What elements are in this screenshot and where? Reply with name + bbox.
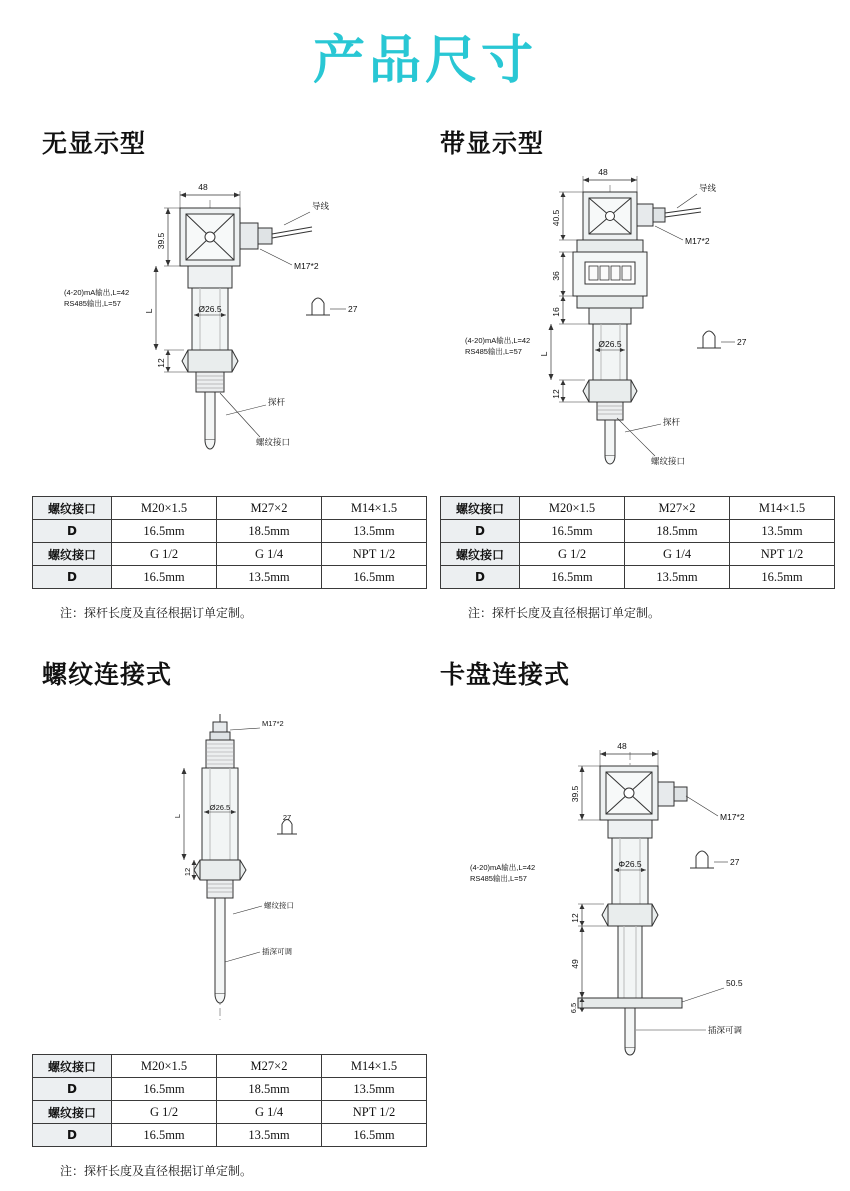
output-note-line2: RS485输出,L=57 xyxy=(470,874,527,883)
dim-39-5-label: 39.5 xyxy=(570,785,580,803)
cell: G 1/4 xyxy=(625,543,730,566)
flange-dia-label: 50.5 xyxy=(726,978,743,988)
cell: 13.5mm xyxy=(625,566,730,589)
table-row xyxy=(33,1124,427,1147)
cell: 16.5mm xyxy=(322,566,427,589)
page-title: 产品尺寸 xyxy=(312,31,537,91)
cell: NPT 1/2 xyxy=(322,543,427,566)
dim-39-5-label: 39.5 xyxy=(156,232,166,250)
diameter-label: Ø26.5 xyxy=(209,803,231,812)
dim-36-label: 36 xyxy=(551,271,561,281)
connector-label: M17*2 xyxy=(294,261,319,271)
spec-table-with-display xyxy=(440,496,835,589)
table-note: 注：探杆长度及直径根据订单定制。 xyxy=(60,606,253,620)
dim-48-label: 48 xyxy=(198,182,208,192)
drawing-thread-connect xyxy=(110,700,410,1030)
cell: 16.5mm xyxy=(112,520,217,543)
lead-wire-label: 导线 xyxy=(312,201,330,211)
cell: M14×1.5 xyxy=(322,1055,427,1078)
cell: G 1/4 xyxy=(217,543,322,566)
output-note-line2: RS485输出,L=57 xyxy=(465,347,522,356)
dim-L-label: L xyxy=(173,813,182,819)
cell: G 1/2 xyxy=(112,543,217,566)
row-header: D xyxy=(441,520,520,543)
spec-table-thread-connect xyxy=(32,1054,427,1147)
diameter-label: Ø26.5 xyxy=(198,304,222,314)
connector-label: M17*2 xyxy=(262,719,284,728)
dim-L-label: L xyxy=(144,308,154,314)
thread-port-label: 螺纹接口 xyxy=(256,437,291,447)
section-title-clamp-connect: 卡盘连接式 xyxy=(440,660,571,689)
hex-27-label: 27 xyxy=(348,304,358,314)
hex-27-label: 27 xyxy=(730,857,740,867)
section-title-thread-connect: 螺纹连接式 xyxy=(42,660,173,689)
hex-27-label: 27 xyxy=(737,337,747,347)
cell: 16.5mm xyxy=(730,566,835,589)
cell: 16.5mm xyxy=(520,520,625,543)
connector-label: M17*2 xyxy=(685,236,710,246)
depth-adjust-label: 插深可调 xyxy=(262,947,292,956)
dim-49-label: 49 xyxy=(570,959,580,969)
row-header: 螺纹接口 xyxy=(441,543,520,566)
cell: 13.5mm xyxy=(322,520,427,543)
cell: M20×1.5 xyxy=(112,1055,217,1078)
cell: G 1/2 xyxy=(520,543,625,566)
diameter-label: Ø26.5 xyxy=(598,339,622,349)
probe-label: 探杆 xyxy=(663,417,681,427)
cell: M14×1.5 xyxy=(730,497,835,520)
probe-label: 探杆 xyxy=(268,397,286,407)
cell: NPT 1/2 xyxy=(730,543,835,566)
dim-6-5-label: 6.5 xyxy=(569,1002,578,1014)
row-header: D xyxy=(33,566,112,589)
section-title-with-display: 带显示型 xyxy=(440,129,545,158)
table-note: 注：探杆长度及直径根据订单定制。 xyxy=(468,606,661,620)
cell: 18.5mm xyxy=(625,520,730,543)
connector-label: M17*2 xyxy=(720,812,745,822)
section-title-no-display: 无显示型 xyxy=(42,129,147,158)
dim-12-label: 12 xyxy=(156,358,166,368)
diameter-label: Φ26.5 xyxy=(618,859,642,869)
cell: 18.5mm xyxy=(217,1078,322,1101)
cell: 16.5mm xyxy=(520,566,625,589)
row-header: 螺纹接口 xyxy=(33,497,112,520)
drawing-with-display xyxy=(465,160,835,470)
table-row xyxy=(33,543,427,566)
cell: 16.5mm xyxy=(112,1078,217,1101)
row-header: 螺纹接口 xyxy=(33,543,112,566)
cell: G 1/2 xyxy=(112,1101,217,1124)
dim-12-label: 12 xyxy=(570,913,580,923)
dim-48-label: 48 xyxy=(598,167,608,177)
row-header: D xyxy=(441,566,520,589)
output-note-line1: (4-20)mA输出,L=42 xyxy=(470,863,536,872)
spec-table-no-display xyxy=(32,496,427,589)
lead-wire-label: 导线 xyxy=(699,183,717,193)
hex-27-label: 27 xyxy=(282,813,292,822)
output-note-line2: RS485输出,L=57 xyxy=(64,299,121,308)
cell: M20×1.5 xyxy=(112,497,217,520)
table-row xyxy=(441,497,835,520)
thread-port-label: 螺纹接口 xyxy=(264,901,294,910)
table-row xyxy=(33,1101,427,1124)
depth-adjust-label: 插深可调 xyxy=(708,1025,743,1035)
cell: NPT 1/2 xyxy=(322,1101,427,1124)
cell: 13.5mm xyxy=(217,566,322,589)
table-note: 注：探杆长度及直径根据订单定制。 xyxy=(60,1164,253,1178)
row-header: 螺纹接口 xyxy=(33,1101,112,1124)
row-header: D xyxy=(33,1078,112,1101)
table-row xyxy=(33,497,427,520)
cell: M27×2 xyxy=(625,497,730,520)
row-header: 螺纹接口 xyxy=(33,1055,112,1078)
cell: M14×1.5 xyxy=(322,497,427,520)
cell: 16.5mm xyxy=(322,1124,427,1147)
table-row xyxy=(33,520,427,543)
cell: 13.5mm xyxy=(217,1124,322,1147)
row-header: D xyxy=(33,1124,112,1147)
dim-48-label: 48 xyxy=(617,741,627,751)
cell: 13.5mm xyxy=(730,520,835,543)
cell: M20×1.5 xyxy=(520,497,625,520)
drawing-no-display xyxy=(60,165,420,465)
row-header: D xyxy=(33,520,112,543)
output-note-line1: (4-20)mA输出,L=42 xyxy=(465,336,531,345)
table-row xyxy=(33,1078,427,1101)
dim-12-label: 12 xyxy=(551,389,561,399)
table-row xyxy=(441,543,835,566)
dim-40-5-label: 40.5 xyxy=(551,209,561,227)
dim-L-label: L xyxy=(539,351,549,357)
table-row xyxy=(441,520,835,543)
cell: M27×2 xyxy=(217,497,322,520)
thread-port-label: 螺纹接口 xyxy=(651,456,686,466)
cell: G 1/4 xyxy=(217,1101,322,1124)
cell: M27×2 xyxy=(217,1055,322,1078)
dim-12-label: 12 xyxy=(183,867,192,877)
cell: 16.5mm xyxy=(112,566,217,589)
table-row xyxy=(441,566,835,589)
cell: 16.5mm xyxy=(112,1124,217,1147)
drawing-clamp-connect xyxy=(470,730,840,1060)
output-note-line1: (4-20)mA输出,L=42 xyxy=(64,288,130,297)
cell: 18.5mm xyxy=(217,520,322,543)
table-row xyxy=(33,566,427,589)
dim-16-label: 16 xyxy=(551,307,561,317)
row-header: 螺纹接口 xyxy=(441,497,520,520)
cell: 13.5mm xyxy=(322,1078,427,1101)
table-row xyxy=(33,1055,427,1078)
